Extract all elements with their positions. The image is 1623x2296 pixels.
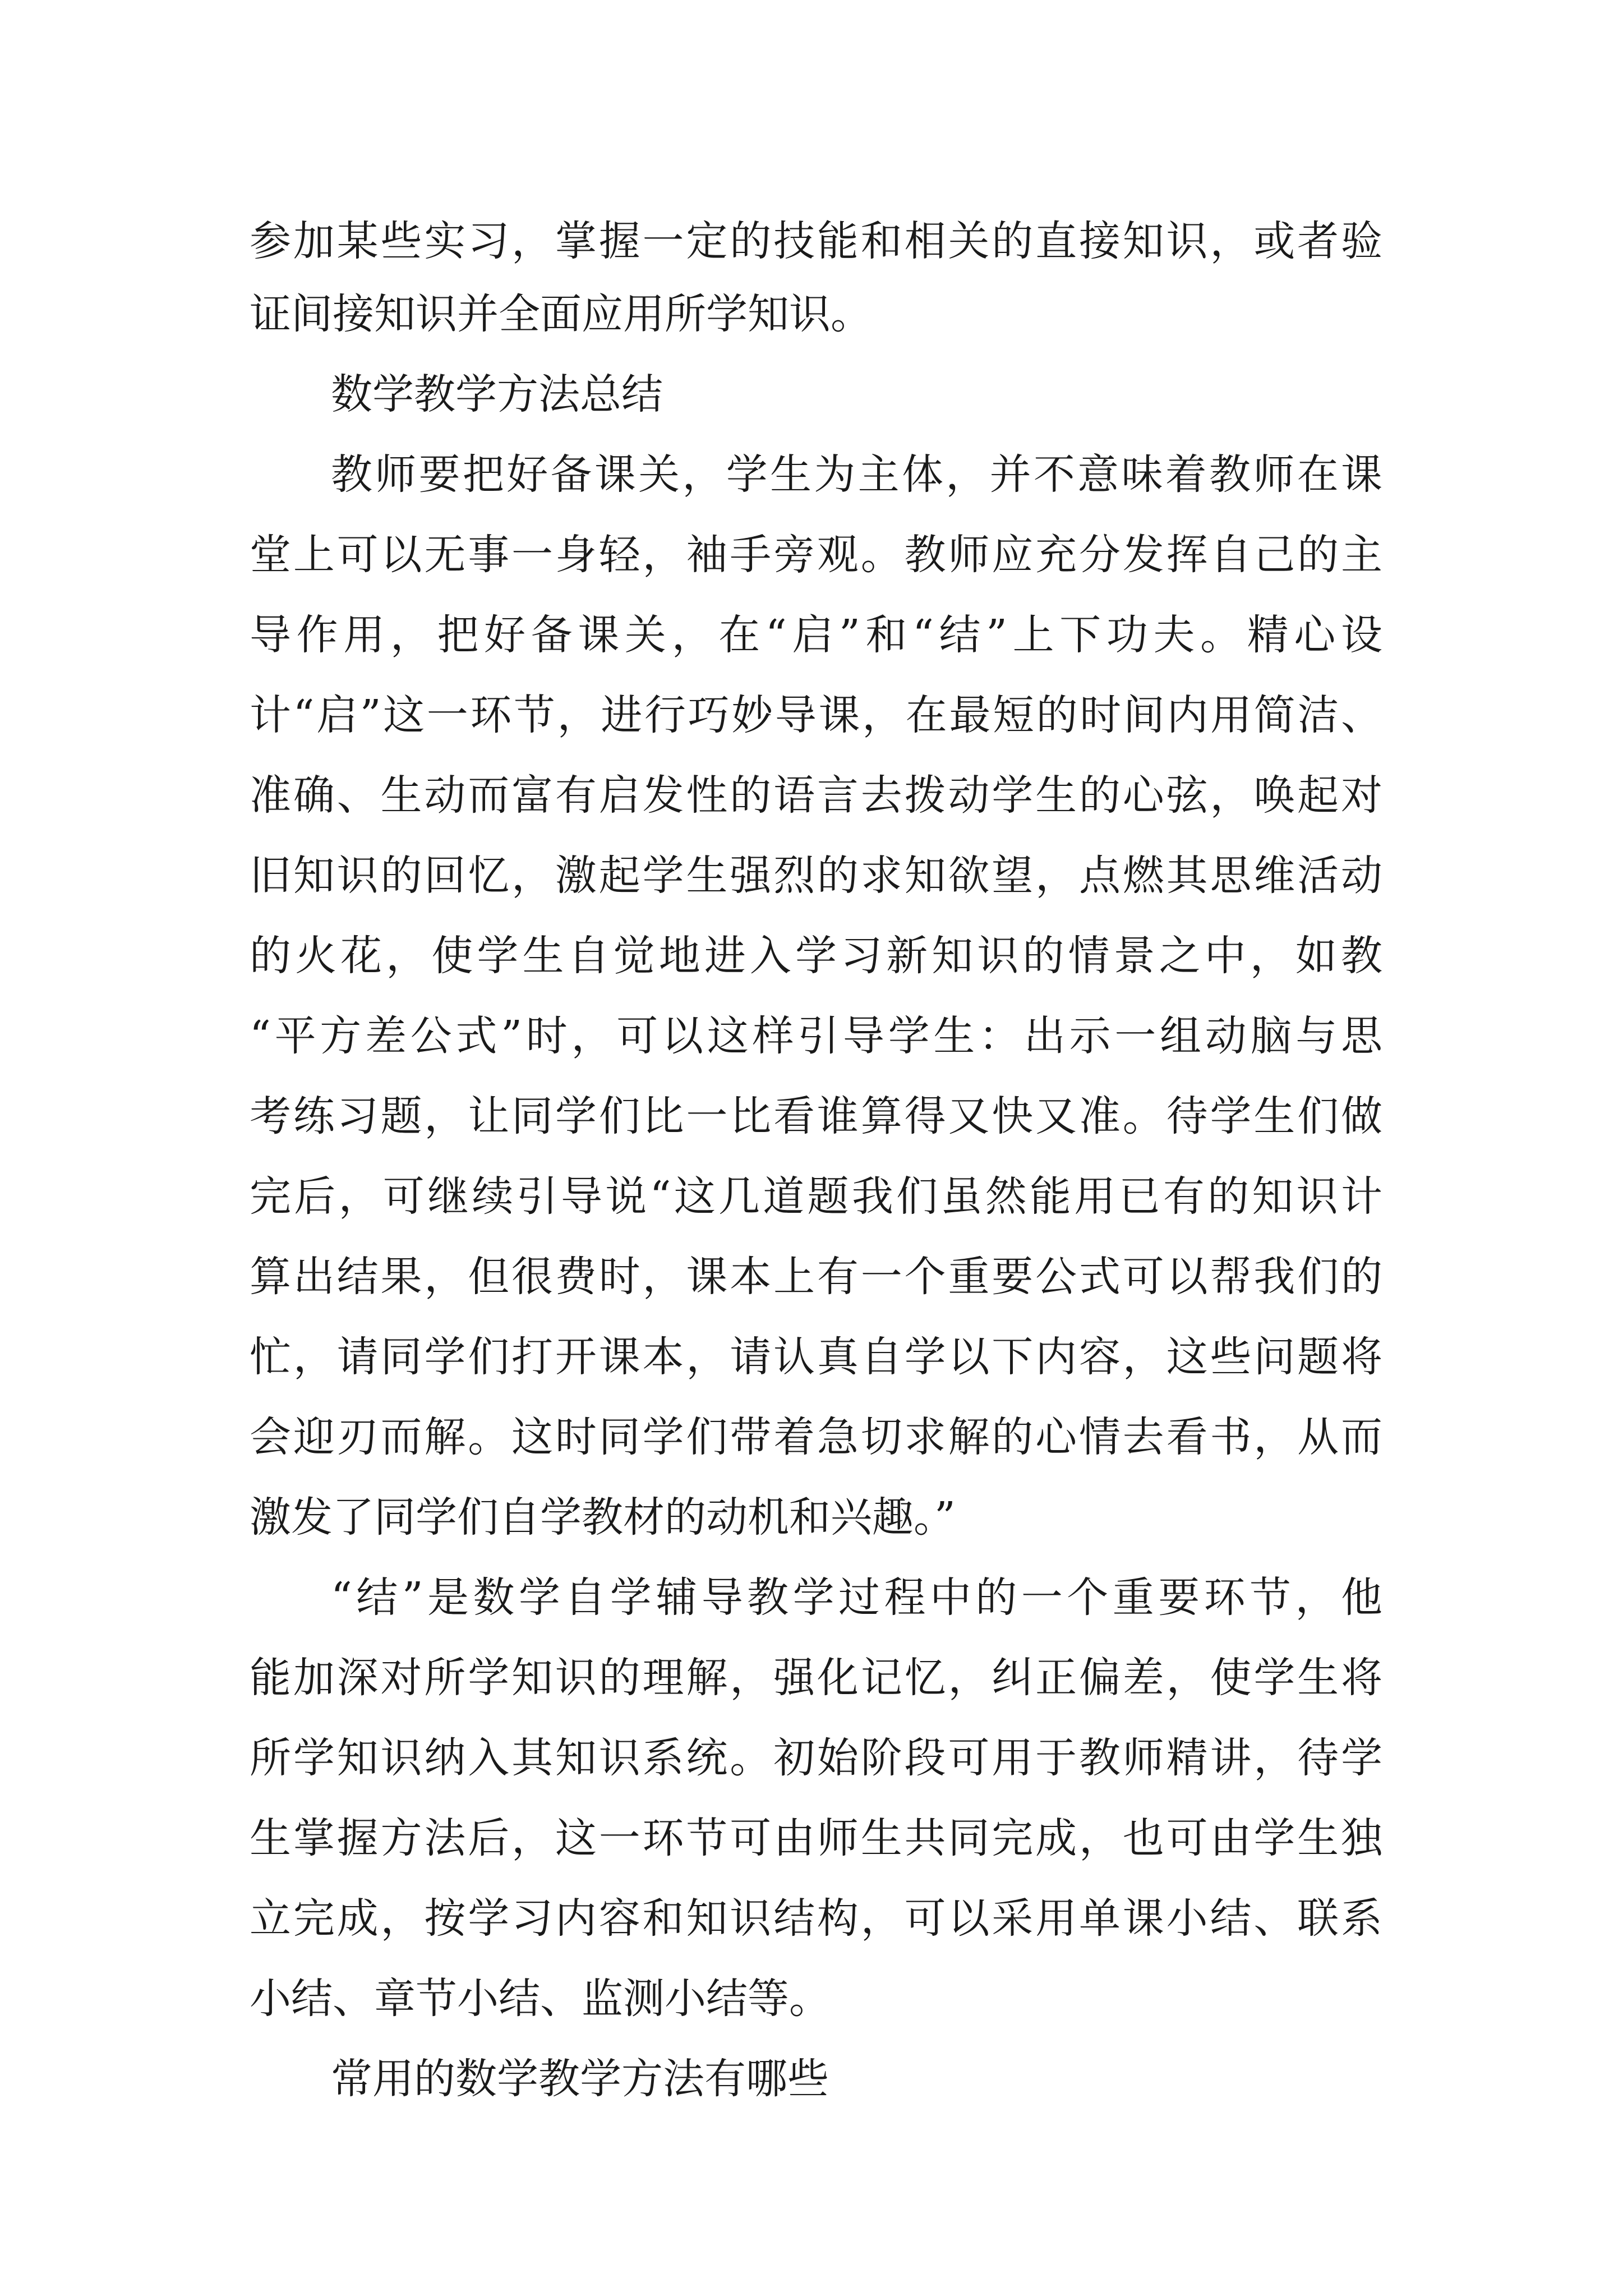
paragraph-line: 的火花，使学生自觉地进入学习新知识的情景之中，如教 xyxy=(250,932,1382,980)
section-heading: 数学教学方法总结 xyxy=(331,370,663,418)
paragraph-line: “平方差公式”时，可以这样引导学生：出示一组动脑与思 xyxy=(250,1012,1382,1060)
paragraph-line: 教师要把好备课关，学生为主体，并不意味着教师在课 xyxy=(331,450,1382,499)
paragraph-line: 导作用，把好备课关，在“启”和“结”上下功夫。精心设 xyxy=(250,611,1382,659)
paragraph-line: 忙，请同学们打开课本，请认真自学以下内容，这些问题将 xyxy=(250,1333,1382,1381)
paragraph-line: 所学知识纳入其知识系统。初始阶段可用于教师精讲，待学 xyxy=(250,1734,1382,1782)
paragraph-line: 考练习题，让同学们比一比看谁算得又快又准。待学生们做 xyxy=(250,1092,1382,1140)
paragraph-line: 立完成，按学习内容和知识结构，可以采用单课小结、联系 xyxy=(250,1894,1382,1943)
paragraph-line: 旧知识的回忆，激起学生强烈的求知欲望，点燃其思维活动 xyxy=(250,852,1382,900)
paragraph-line: 算出结果，但很费时，课本上有一个重要公式可以帮我们的 xyxy=(250,1253,1382,1301)
paragraph-line: 生掌握方法后，这一环节可由师生共同完成，也可由学生独 xyxy=(250,1814,1382,1862)
paragraph-line: 激发了同学们自学教材的动机和兴趣。” xyxy=(250,1493,956,1542)
paragraph-line: 计“启”这一环节，进行巧妙导课，在最短的时间内用简洁、 xyxy=(250,691,1382,739)
paragraph-line: 准确、生动而富有启发性的语言去拨动学生的心弦，唤起对 xyxy=(250,771,1382,820)
paragraph-line: 证间接知识并全面应用所学知识。 xyxy=(250,290,872,338)
section-heading: 常用的数学教学方法有哪些 xyxy=(331,2055,829,2103)
paragraph-line: 堂上可以无事一身轻，袖手旁观。教师应充分发挥自己的主 xyxy=(250,531,1382,579)
paragraph-line: 参加某些实习，掌握一定的技能和相关的直接知识，或者验 xyxy=(250,217,1382,265)
paragraph-line: “结”是数学自学辅导教学过程中的一个重要环节，他 xyxy=(331,1573,1382,1622)
paragraph-line: 小结、章节小结、监测小结等。 xyxy=(250,1975,831,2023)
paragraph-line: 完后，可继续引导说“这几道题我们虽然能用已有的知识计 xyxy=(250,1172,1382,1221)
paragraph-line: 会迎刃而解。这时同学们带着急切求解的心情去看书，从而 xyxy=(250,1413,1382,1461)
paragraph-line: 能加深对所学知识的理解，强化记忆，纠正偏差，使学生将 xyxy=(250,1654,1382,1702)
